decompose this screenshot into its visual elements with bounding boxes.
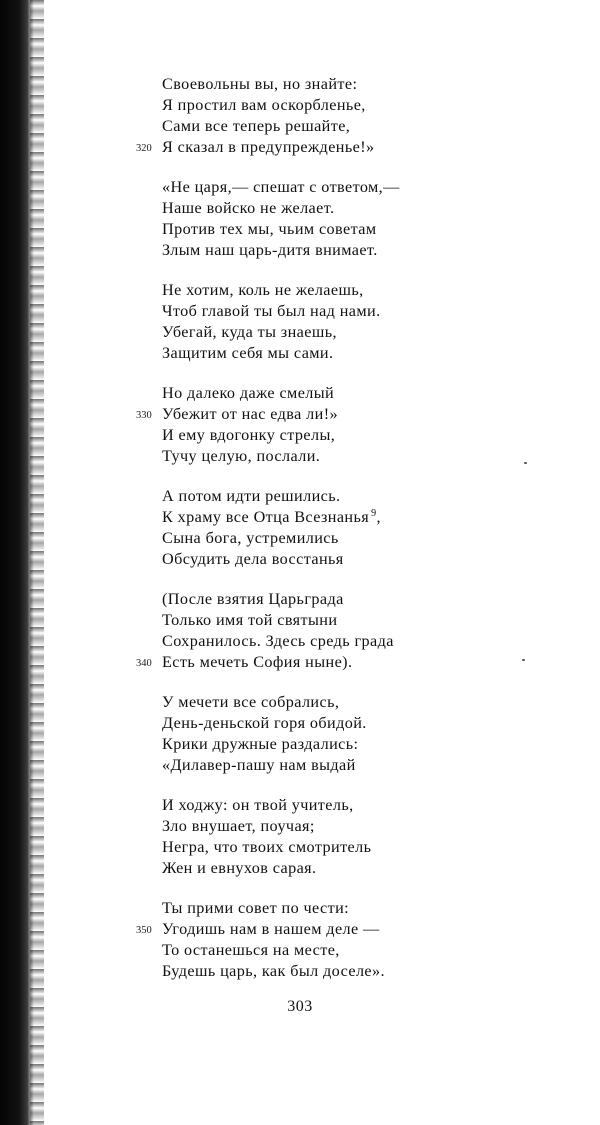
verse-text: К храму все Отца Всезнанья xyxy=(162,508,370,526)
verse-line xyxy=(162,816,582,837)
verse-text: Против тех мы, чьим советам xyxy=(162,220,377,238)
verse-text: Своевольны вы, но знайте: xyxy=(162,75,358,93)
verse-text: Жен и евнухов сарая. xyxy=(162,859,317,877)
verse-line xyxy=(136,652,582,673)
verse-line xyxy=(162,219,582,240)
verse-text: «Не царя,— спешат с ответом,— xyxy=(162,178,400,196)
poem-body xyxy=(136,74,582,1001)
verse-text: Крики дружные раздались: xyxy=(162,735,359,753)
scanned-page-edge xyxy=(0,0,34,1125)
verse-line xyxy=(162,898,582,919)
verse-text: Я простил вам оскорбленье, xyxy=(162,96,366,114)
line-number: 350 xyxy=(136,925,152,936)
verse-text: (После взятия Царьграда xyxy=(162,590,344,608)
verse-line xyxy=(162,95,582,116)
verse-text: Защитим себя мы сами. xyxy=(162,344,334,362)
verse-line xyxy=(162,940,582,961)
verse-line xyxy=(162,383,582,404)
verse-text: То останешься на месте, xyxy=(162,941,340,959)
verse-line xyxy=(162,692,582,713)
verse-text: «Дилавер-пашу нам выдай xyxy=(162,756,356,774)
footnote-marker: 9 xyxy=(371,507,377,519)
stanza xyxy=(162,795,582,879)
verse-text: Не хотим, коль не желаешь, xyxy=(162,281,364,299)
verse-text: Будешь царь, как был доселе». xyxy=(162,962,385,980)
verse-text: Сына бога, устремились xyxy=(162,529,339,547)
verse-line xyxy=(162,589,582,610)
verse-line xyxy=(136,404,582,425)
verse-text: У мечети все собрались, xyxy=(162,693,340,711)
stanza xyxy=(136,898,582,982)
verse-text: Тучу целую, послали. xyxy=(162,447,321,465)
verse-line xyxy=(162,322,582,343)
verse-text: Негра, что твоих смотритель xyxy=(162,838,372,856)
verse-line xyxy=(162,610,582,631)
verse-line xyxy=(162,177,582,198)
verse-line xyxy=(162,240,582,261)
verse-line xyxy=(162,837,582,858)
line-number: 320 xyxy=(136,143,152,154)
stanza xyxy=(136,589,582,673)
verse-text: Я сказал в предупрежденье!» xyxy=(162,138,375,156)
verse-text: Ты прими совет по чести: xyxy=(162,899,350,917)
verse-text: Угодишь нам в нашем деле — xyxy=(162,920,380,938)
verse-line xyxy=(162,74,582,95)
stanza xyxy=(136,74,582,158)
verse-line xyxy=(162,631,582,652)
verse-line xyxy=(162,425,582,446)
verse-text: Сохранилось. Здесь средь града xyxy=(162,632,394,650)
verse-line xyxy=(162,301,582,322)
verse-text: Только имя той святыни xyxy=(162,611,338,629)
verse-text: Чтоб главой ты был над нами. xyxy=(162,302,381,320)
verse-text: Зло внушает, поучая; xyxy=(162,817,315,835)
verse-line xyxy=(162,795,582,816)
verse-text: А потом идти решились. xyxy=(162,487,341,505)
verse-line xyxy=(162,343,582,364)
verse-line xyxy=(162,280,582,301)
page-number: 303 xyxy=(287,998,313,1015)
verse-line xyxy=(162,961,582,982)
verse-line xyxy=(162,116,582,137)
verse-line xyxy=(162,528,582,549)
verse-line xyxy=(162,549,582,570)
verse-text: Но далеко даже смелый xyxy=(162,384,335,402)
verse-line xyxy=(162,507,582,528)
stanza xyxy=(162,692,582,776)
verse-text: И ходжу: он твой учитель, xyxy=(162,796,354,814)
verse-text: День-деньской горя обидой. xyxy=(162,714,367,732)
line-number: 330 xyxy=(136,410,152,421)
verse-line xyxy=(162,198,582,219)
verse-line xyxy=(136,919,582,940)
verse-text: Обсудить дела восстанья xyxy=(162,550,344,568)
verse-text: И ему вдогонку стрелы, xyxy=(162,426,336,444)
stanza xyxy=(136,383,582,467)
verse-text: Сами все теперь решайте, xyxy=(162,117,351,135)
line-number: 340 xyxy=(136,658,152,669)
verse-line xyxy=(162,858,582,879)
stanza xyxy=(162,486,582,570)
verse-text: Наше войско не желает. xyxy=(162,199,335,217)
verse-line xyxy=(162,734,582,755)
verse-text: Злым наш царь-дитя внимает. xyxy=(162,241,378,259)
verse-punctuation: , xyxy=(376,508,381,526)
verse-text: Убегай, куда ты знаешь, xyxy=(162,323,337,341)
verse-text: Убежит от нас едва ли!» xyxy=(162,405,338,423)
verse-line xyxy=(136,137,582,158)
stanza xyxy=(162,177,582,261)
verse-line xyxy=(162,446,582,467)
verse-text: Есть мечеть София ныне). xyxy=(162,653,353,671)
stanza xyxy=(162,280,582,364)
verse-line xyxy=(162,713,582,734)
verse-line xyxy=(162,755,582,776)
verse-line xyxy=(162,486,582,507)
